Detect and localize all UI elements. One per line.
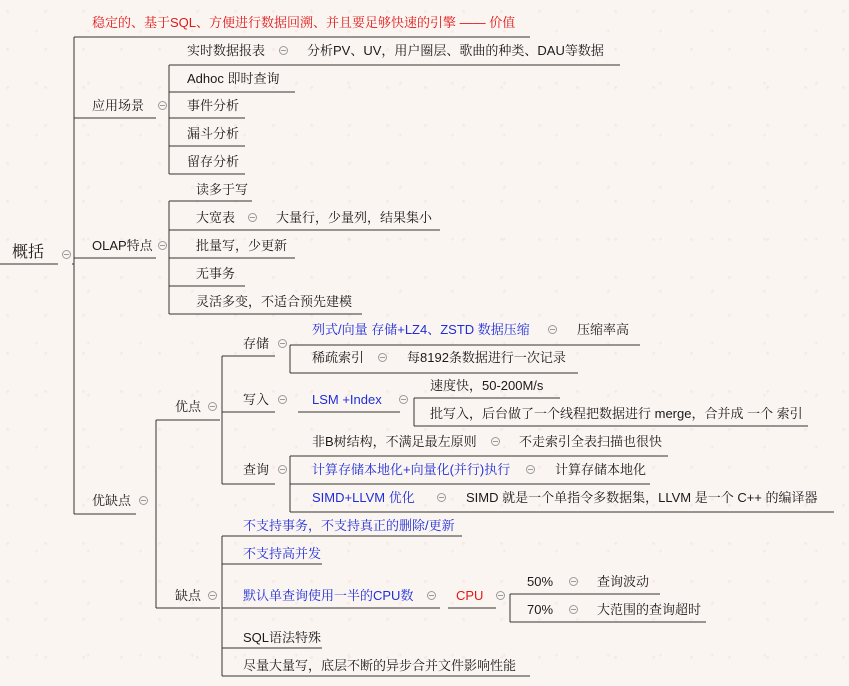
wide-table-detail-node[interactable]: 大量行，少量列，结果集小 xyxy=(276,210,433,225)
collapse-cons-icon[interactable] xyxy=(208,591,217,600)
realtime-node[interactable]: 实时数据报表 xyxy=(187,43,266,58)
non-btree-detail-node[interactable]: 不走索引全表扫描也很快 xyxy=(519,434,663,449)
cons-no-concurrency-node[interactable]: 不支持高并发 xyxy=(243,546,322,561)
collapse-query-icon[interactable] xyxy=(278,465,287,474)
read-more-node[interactable]: 读多于写 xyxy=(196,182,249,197)
realtime-detail-node[interactable]: 分析PV、UV，用户圈层、歌曲的种类、DAU等数据 xyxy=(307,43,604,58)
pros-cons-node[interactable]: 优缺点 xyxy=(92,493,132,508)
sparse-index-detail-node[interactable]: 每8192条数据进行一次记录 xyxy=(407,350,566,365)
flexible-node[interactable]: 灵活多变，不适合预先建模 xyxy=(196,294,353,309)
cpu-half-node[interactable]: 默认单查询使用一半的CPU数 xyxy=(243,588,414,603)
collapse-sparse-index-icon[interactable] xyxy=(378,353,387,362)
non-btree-node[interactable]: 非B树结构，不满足最左原则 xyxy=(312,434,477,449)
batch-write-node[interactable]: 批量写，少更新 xyxy=(196,238,288,253)
sql-syntax-node[interactable]: SQL语法特殊 xyxy=(243,630,322,645)
olap-node[interactable]: OLAP特点 xyxy=(92,238,153,253)
collapse-wide-table-icon[interactable] xyxy=(248,213,257,222)
cpu-50-node[interactable]: 50% xyxy=(527,574,554,589)
simd-node[interactable]: SIMD+LLVM 优化 xyxy=(312,490,415,505)
collapse-cpu-70-icon[interactable] xyxy=(569,605,578,614)
storage-node[interactable]: 存储 xyxy=(243,336,270,351)
collapse-pros-icon[interactable] xyxy=(208,402,217,411)
columnar-detail-node[interactable]: 压缩率高 xyxy=(577,322,630,337)
collapse-non-btree-icon[interactable] xyxy=(491,437,500,446)
collapse-cpu-icon[interactable] xyxy=(496,591,505,600)
collapse-simd-icon[interactable] xyxy=(437,493,446,502)
localize-detail-node[interactable]: 计算存储本地化 xyxy=(555,462,647,477)
localize-node[interactable]: 计算存储本地化+向量化(并行)执行 xyxy=(312,462,511,477)
collapse-cpu-half-icon[interactable] xyxy=(427,591,436,600)
batch-merge-node[interactable]: 批写入，后台做了一个线程把数据进行 merge，合并成 一个 索引 xyxy=(430,406,803,421)
write-speed-node[interactable]: 速度快，50-200M/s xyxy=(430,378,544,393)
adhoc-node[interactable]: Adhoc 即时查询 xyxy=(187,71,280,86)
pros-node[interactable]: 优点 xyxy=(175,399,202,414)
root-node[interactable]: 概括 xyxy=(12,244,45,261)
cpu-70-node[interactable]: 70% xyxy=(527,602,554,617)
collapse-realtime-icon[interactable] xyxy=(279,46,288,55)
simd-detail-node[interactable]: SIMD 就是一个单指令多数据集，LLVM 是一个 C++ 的编译器 xyxy=(466,490,818,505)
collapse-localize-icon[interactable] xyxy=(526,465,535,474)
cons-node[interactable]: 缺点 xyxy=(175,588,202,603)
lsm-index-node[interactable]: LSM +Index xyxy=(312,392,382,407)
no-tx-node[interactable]: 无事务 xyxy=(196,266,236,281)
retention-node[interactable]: 留存分析 xyxy=(187,154,240,169)
collapse-root-icon[interactable] xyxy=(62,250,71,259)
collapse-pros-cons-icon[interactable] xyxy=(139,496,148,505)
collapse-olap-icon[interactable] xyxy=(158,241,167,250)
columnar-node[interactable]: 列式/向量 存储+LZ4、ZSTD 数据压缩 xyxy=(312,322,530,337)
collapse-columnar-icon[interactable] xyxy=(548,325,557,334)
sparse-index-node[interactable]: 稀疏索引 xyxy=(312,350,365,365)
collapse-write-icon[interactable] xyxy=(278,395,287,404)
collapse-cpu-50-icon[interactable] xyxy=(569,577,578,586)
cpu-50-detail-node[interactable]: 查询波动 xyxy=(597,574,650,589)
funnel-node[interactable]: 漏斗分析 xyxy=(187,126,240,141)
bulk-write-node[interactable]: 尽量大量写，底层不断的异步合并文件影响性能 xyxy=(243,658,517,673)
collapse-scenarios-icon[interactable] xyxy=(158,101,167,110)
collapse-storage-icon[interactable] xyxy=(278,339,287,348)
scenarios-node[interactable]: 应用场景 xyxy=(92,98,145,113)
query-node[interactable]: 查询 xyxy=(243,462,270,477)
wide-table-node[interactable]: 大宽表 xyxy=(196,210,236,225)
value-node[interactable]: 稳定的、基于SQL、方便进行数据回溯、并且要足够快速的引擎 —— 价值 xyxy=(92,15,516,30)
cpu-node[interactable]: CPU xyxy=(456,588,484,603)
cons-no-tx-node[interactable]: 不支持事务，不支持真正的删除/更新 xyxy=(243,518,455,533)
write-node[interactable]: 写入 xyxy=(243,392,270,407)
event-node[interactable]: 事件分析 xyxy=(187,98,240,113)
cpu-70-detail-node[interactable]: 大范围的查询超时 xyxy=(597,602,702,617)
collapse-lsm-index-icon[interactable] xyxy=(399,395,408,404)
